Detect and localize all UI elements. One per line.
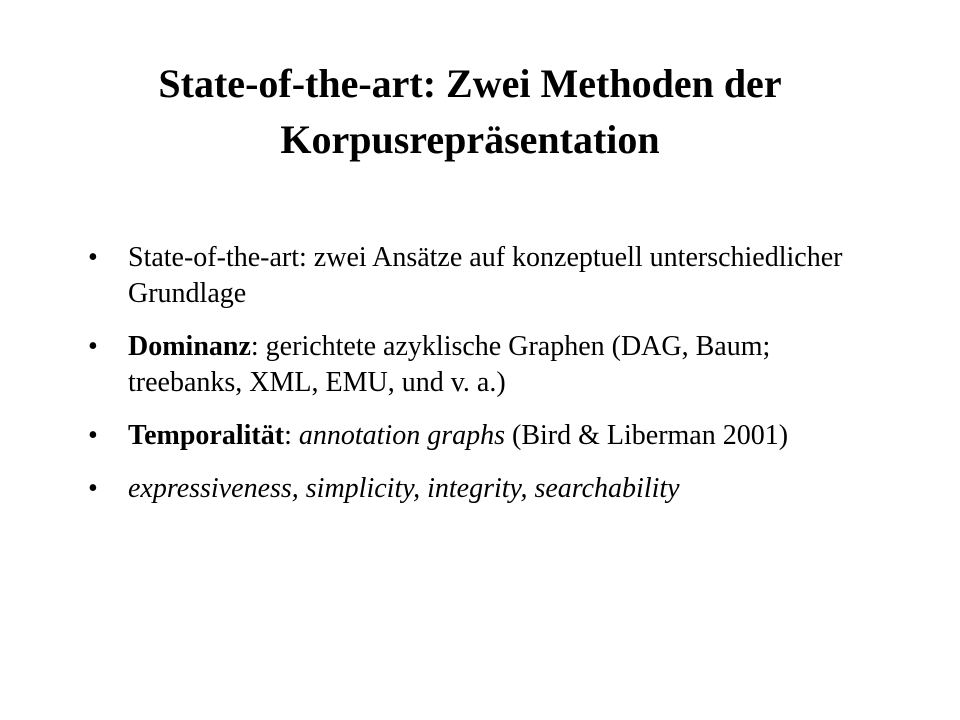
bullet-symbol: • [88, 331, 98, 362]
bullet-item-expressiveness [88, 471, 888, 507]
bullet-italic-criteria: expressiveness, simplicity, integrity, searchability [128, 473, 680, 504]
bullet-item-dominanz [88, 329, 888, 401]
bullet-italic-annotation-graphs: annotation graphs [298, 420, 505, 451]
bullet-list [88, 240, 888, 524]
bullet-item-temporalitaet [88, 418, 888, 454]
slide-title [60, 56, 880, 168]
bullet-item-state-of-the-art [88, 240, 888, 312]
bullet-term-temporalitaet: Temporalität [128, 420, 285, 451]
bullet-text: (Bird & Liberman 2001) [505, 420, 789, 451]
slide-title-line-2: Korpusrepräsentation [280, 117, 660, 162]
bullet-symbol: • [88, 420, 98, 451]
bullet-symbol: • [88, 242, 98, 273]
bullet-text: State-of-the-art: zwei Ansätze auf konzeptuell unterschiedlicher Grundlage [128, 242, 843, 309]
bullet-colon: : [284, 420, 299, 451]
bullet-text: : gerichtete azyklische Graphen (DAG, Baum; treebanks, XML, EMU, und v. a.) [128, 331, 771, 398]
bullet-symbol: • [88, 473, 98, 504]
slide-title-line-1: State-of-the-art: Zwei Methoden der [158, 61, 782, 106]
bullet-term-dominanz: Dominanz [128, 331, 251, 362]
